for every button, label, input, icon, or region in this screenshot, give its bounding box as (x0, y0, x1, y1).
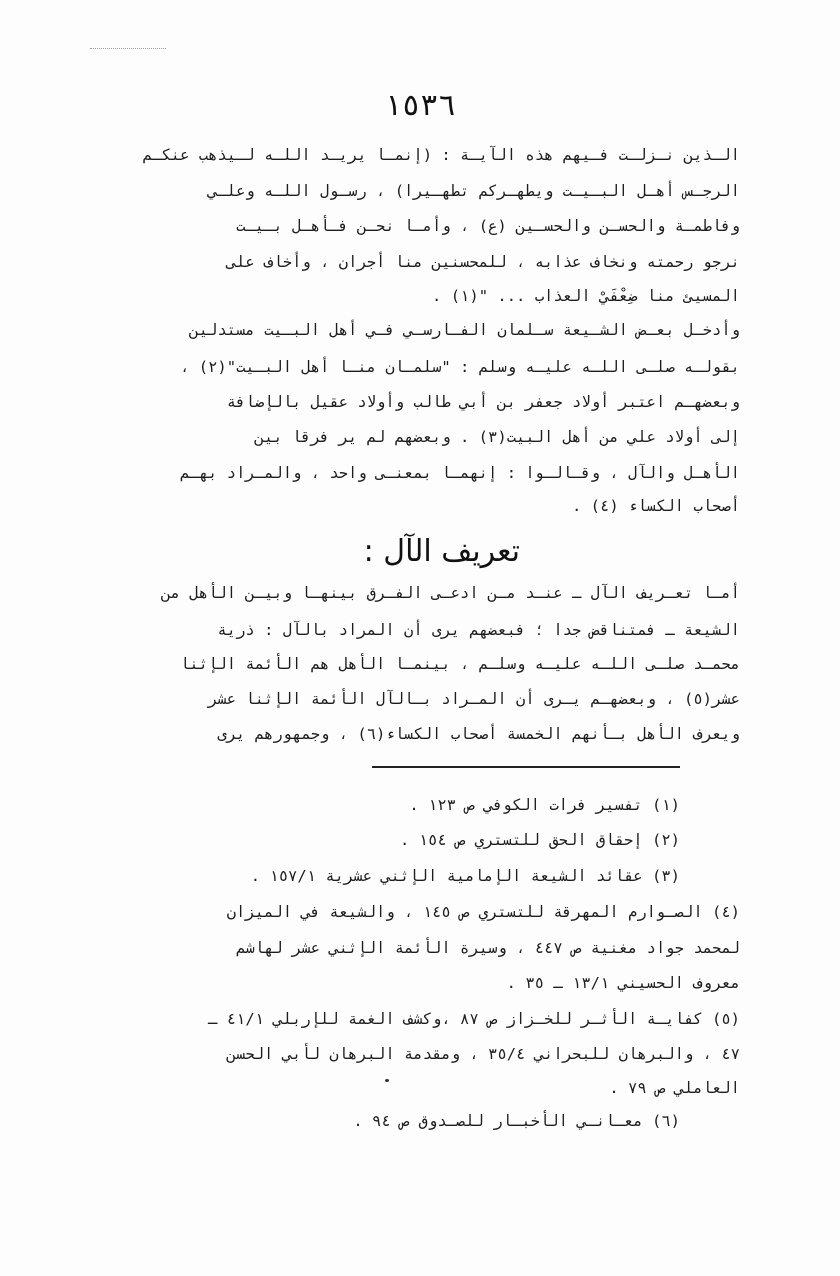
footnote-continuation: ٤٧ ، والبرهان للبحراني ٣٥/٤ ، ومقدمة البرهان لأبي الحسن (226, 1045, 740, 1063)
footnote-continuation: لمحمد جواد مغنية ص ٤٤٧ ، وسيرة الأئمة الإثني عشر لهاشم (236, 939, 740, 957)
body-line: وأدخـل بعـض الشـيعة سـلمان الفـارسـي فـي أهل البـيت مستدلين (189, 321, 740, 339)
body-line: ويعرف الأهل بـأنهم الخمسة أصحاب الكساء(٦) ، وجمهورهم يرى (217, 725, 740, 743)
body-line: الرجـس أهـل البـيـت ويطهـركم تطهـيرا) ، رسـول اللـه وعلـي (208, 182, 740, 200)
body-line: عشر(٥) ، وبعضهـم يـرى أن المـراد بـالآل الأئمة الإثنا عشر (208, 690, 740, 708)
footnote-separator (372, 766, 680, 768)
body-line: الـذين نـزلـت فـيهم هذه الآيـة : (إنمـا يريـد اللـه لـيذهب عنكـم (142, 146, 740, 164)
body-line: وفاطمـة والحسـن والحسـين (ع) ، وأمـا نحـن فـأهـل بـيـت (236, 217, 740, 235)
footnote: (٣) عقائد الشيعة الإمامية الإثني عشرية ١٥٧/١ . (250, 867, 680, 885)
footnote: (٢) إحقاق الحق للتستري ص ١٥٤ . (400, 831, 680, 849)
footnote: (١) تفسير فرات الكوفي ص ١٢٣ . (409, 796, 680, 814)
body-line: الشيعة ـ فمتناقض جدا ؛ فبعضهم يرى أن المراد بالآل : ذرية (217, 621, 740, 639)
footnote-continuation: معروف الحسيني ١٣/١ ـ ٣٥ . (506, 974, 740, 992)
footnote: (٦) معـانـي الأخبـار للصـدوق ص ٩٤ . (353, 1112, 680, 1130)
body-line: وبعضهـم اعتبر أولاد جعفر بن أبي طالب وأولاد عقيل بالإضافة (226, 393, 740, 411)
body-line: إلى أولاد علي من أهل البيت(٣) . وبعضهم لم ير فرقا بين (254, 428, 740, 446)
footnote-continuation: العاملي ص ٧٩ . (609, 1079, 740, 1097)
body-line: بقولـه صلـى اللـه عليـه وسلم : "سلمـان منـا أهل البـيت"(٢) ، (180, 358, 740, 376)
body-line: محمـد صلـى اللـه عليـه وسلـم ، بينمـا الأهل هم الأئمة الإثنا (180, 655, 740, 673)
body-line: المسيئ منا ضِعْفَيْ العذاب ... "(١) . (432, 287, 740, 305)
body-line: الأهـل والآل ، وقـالـوا : إنهمـا بمعنـى واحد ، والمـراد بهـم (180, 464, 740, 482)
body-line: نرجو رحمته ونخاف عذابه ، للمحسنين منا أجران ، وأخاف على (226, 253, 740, 271)
body-line: أصحاب الكساء (٤) . (572, 497, 740, 515)
footnote: (٥) كفايـة الأثـر للخـزاز ص ٨٧ ،وكشف الغمة للإربلي ٤١/١ ـ (208, 1010, 740, 1028)
body-line: أمـا تعـريف الآل ـ عنـد مـن ادعـى الفـرق بينهـا وبيـن الأهل من (161, 584, 740, 602)
scan-speck (385, 1079, 389, 1082)
section-heading: تعريف الآل : (363, 534, 520, 569)
footnote: (٤) الصـوارم المهرقة للتستري ص ١٤٥ ، والشيعة في الميزان (226, 903, 740, 921)
page-number: ١٥٣٦ (383, 88, 457, 123)
scan-artifact (90, 48, 166, 50)
